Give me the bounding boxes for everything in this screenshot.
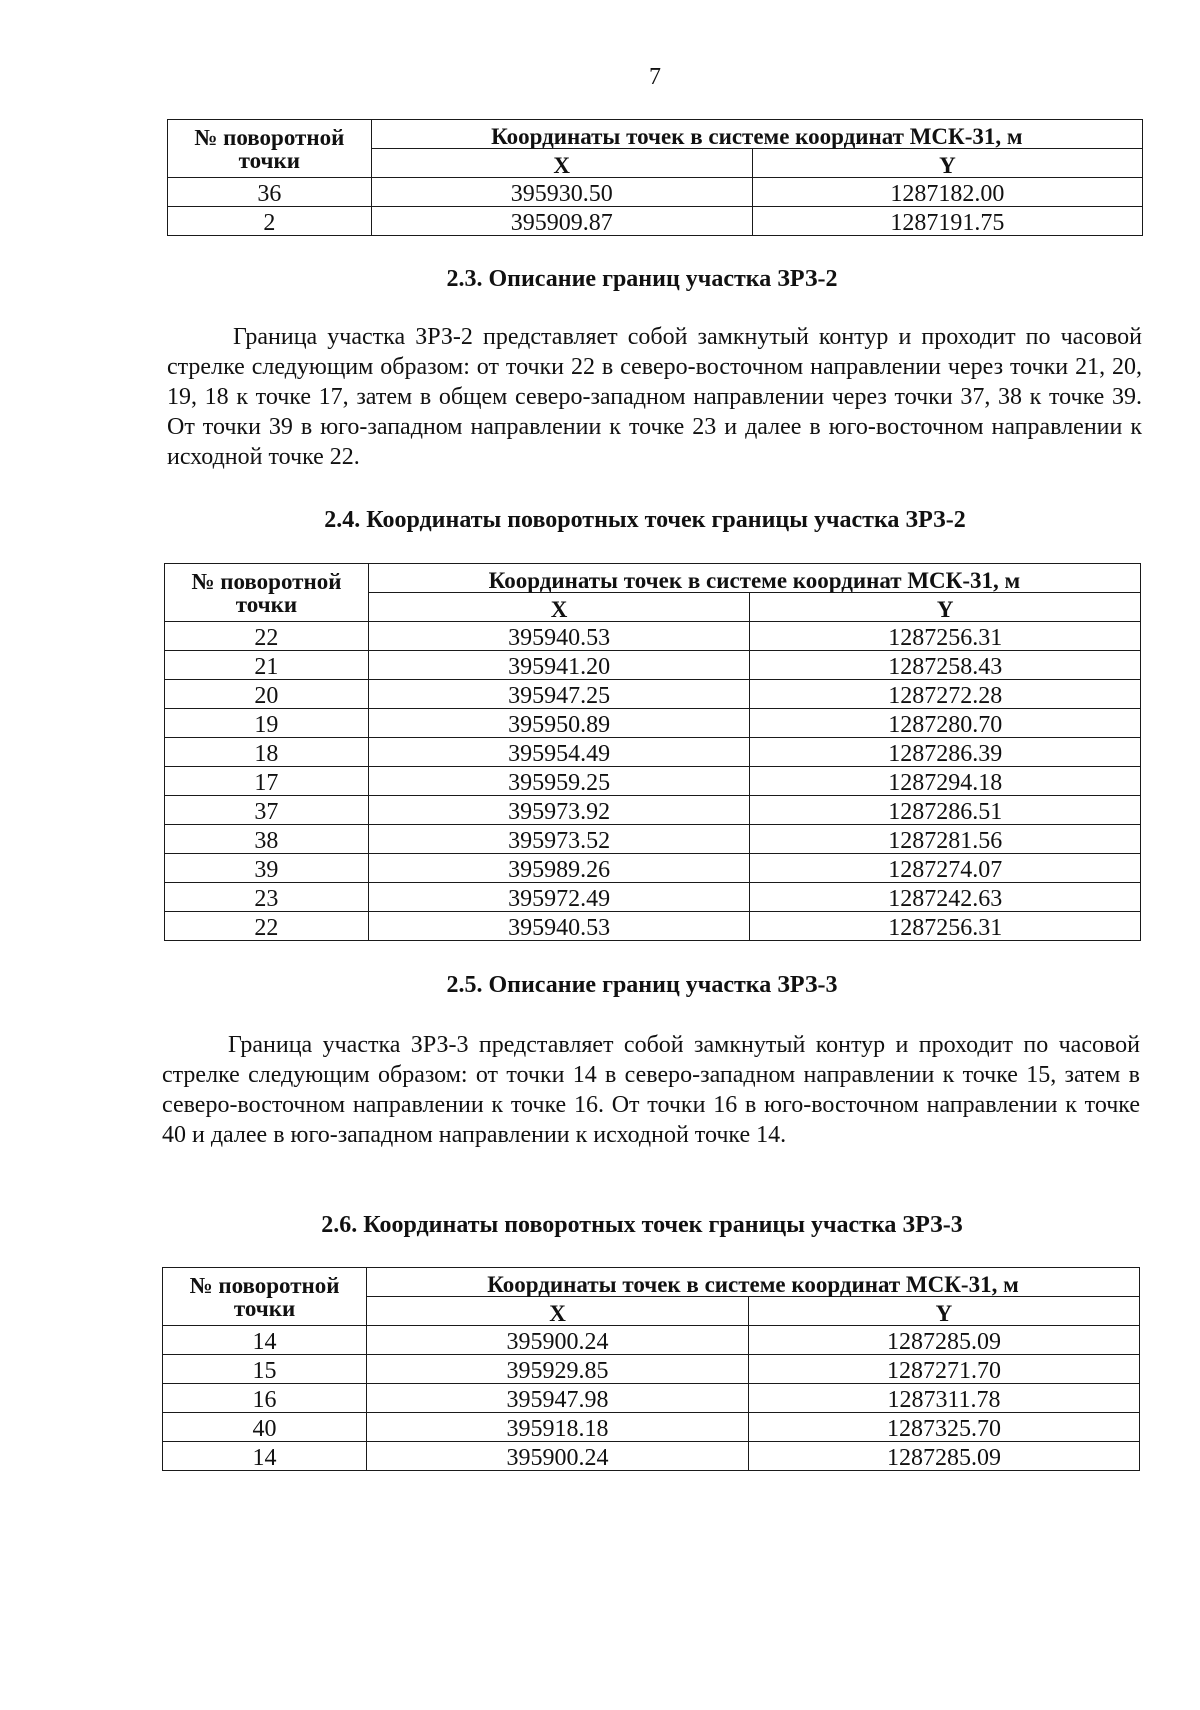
header-x: X xyxy=(371,149,752,178)
y-coordinate-cell: 1287285.09 xyxy=(748,1442,1139,1471)
point-number-cell: 18 xyxy=(165,738,369,767)
coordinates-table-continuation xyxy=(167,119,1143,236)
section-2-5-text: Граница участка ЗРЗ-3 представляет собой замкнутый контур и проходит по часовой стрелке следующим образом: от точки 14 в северо-западном направлении к точке 15, затем в северо-восточном направлении к точке 16. От точки 16 в юго-восточном направлении к точке 40 и далее в юго-западном направлении к исходной точке 14. xyxy=(162,1032,1140,1148)
point-number-cell: 20 xyxy=(165,680,369,709)
header-point-number: № поворотной точки xyxy=(163,1268,367,1326)
page-number: 7 xyxy=(649,64,661,90)
table-row xyxy=(168,207,1143,236)
point-number-cell: 22 xyxy=(165,622,369,651)
y-coordinate-cell: 1287256.31 xyxy=(750,622,1141,651)
header-coordinates: Координаты точек в системе координат МСК-31, м xyxy=(368,564,1140,593)
y-coordinate-cell: 1287274.07 xyxy=(750,854,1141,883)
x-coordinate-cell: 395940.53 xyxy=(368,912,750,941)
x-coordinate-cell: 395930.50 xyxy=(371,178,752,207)
y-coordinate-cell: 1287285.09 xyxy=(748,1326,1139,1355)
header-y: Y xyxy=(748,1297,1139,1326)
y-coordinate-cell: 1287281.56 xyxy=(750,825,1141,854)
x-coordinate-cell: 395941.20 xyxy=(368,651,750,680)
header-point-number: № поворотной точки xyxy=(165,564,369,622)
x-coordinate-cell: 395947.25 xyxy=(368,680,750,709)
point-number-cell: 36 xyxy=(168,178,372,207)
point-number-cell: 14 xyxy=(163,1326,367,1355)
x-coordinate-cell: 395940.53 xyxy=(368,622,750,651)
table-row xyxy=(163,1413,1140,1442)
table-row xyxy=(163,1384,1140,1413)
x-coordinate-cell: 395972.49 xyxy=(368,883,750,912)
table-row xyxy=(165,709,1141,738)
header-y: Y xyxy=(752,149,1142,178)
table-row xyxy=(163,1355,1140,1384)
y-coordinate-cell: 1287182.00 xyxy=(752,178,1142,207)
coordinates-table-zrz-3 xyxy=(162,1267,1140,1471)
table-row xyxy=(165,854,1141,883)
point-number-cell: 16 xyxy=(163,1384,367,1413)
coordinates-table-zrz-2 xyxy=(164,563,1141,941)
y-coordinate-cell: 1287191.75 xyxy=(752,207,1142,236)
section-2-3-text: Граница участка ЗРЗ-2 представляет собой замкнутый контур и проходит по часовой стрелке следующим образом: от точки 22 в северо-восточном направлении через точки 21, 20, 19, 18 к точке 17, затем в общем северо-западном направлении через точки 37, 38 к точке 39. От точки 39 в юго-западном направлении к точке 23 и далее в юго-восточном направлении к исходной точке 22. xyxy=(167,324,1142,470)
point-number-cell: 23 xyxy=(165,883,369,912)
table-row xyxy=(165,912,1141,941)
table-row xyxy=(165,738,1141,767)
y-coordinate-cell: 1287286.39 xyxy=(750,738,1141,767)
table-row xyxy=(163,1442,1140,1471)
y-coordinate-cell: 1287286.51 xyxy=(750,796,1141,825)
y-coordinate-cell: 1287242.63 xyxy=(750,883,1141,912)
x-coordinate-cell: 395973.52 xyxy=(368,825,750,854)
header-x: X xyxy=(367,1297,749,1326)
point-number-cell: 40 xyxy=(163,1413,367,1442)
header-y: Y xyxy=(750,593,1141,622)
y-coordinate-cell: 1287258.43 xyxy=(750,651,1141,680)
table-row xyxy=(165,767,1141,796)
point-number-cell: 38 xyxy=(165,825,369,854)
x-coordinate-cell: 395900.24 xyxy=(367,1326,749,1355)
x-coordinate-cell: 395973.92 xyxy=(368,796,750,825)
y-coordinate-cell: 1287311.78 xyxy=(748,1384,1139,1413)
y-coordinate-cell: 1287325.70 xyxy=(748,1413,1139,1442)
table-row xyxy=(165,825,1141,854)
table-row xyxy=(165,651,1141,680)
x-coordinate-cell: 395954.49 xyxy=(368,738,750,767)
point-number-cell: 22 xyxy=(165,912,369,941)
point-number-cell: 21 xyxy=(165,651,369,680)
point-number-cell: 14 xyxy=(163,1442,367,1471)
table-row xyxy=(168,178,1143,207)
table-row xyxy=(165,680,1141,709)
point-number-cell: 17 xyxy=(165,767,369,796)
y-coordinate-cell: 1287272.28 xyxy=(750,680,1141,709)
table-row xyxy=(165,796,1141,825)
point-number-cell: 15 xyxy=(163,1355,367,1384)
point-number-cell: 2 xyxy=(168,207,372,236)
header-coordinates: Координаты точек в системе координат МСК-31, м xyxy=(367,1268,1140,1297)
y-coordinate-cell: 1287256.31 xyxy=(750,912,1141,941)
header-x: X xyxy=(368,593,750,622)
x-coordinate-cell: 395950.89 xyxy=(368,709,750,738)
x-coordinate-cell: 395900.24 xyxy=(367,1442,749,1471)
x-coordinate-cell: 395989.26 xyxy=(368,854,750,883)
x-coordinate-cell: 395909.87 xyxy=(371,207,752,236)
point-number-cell: 19 xyxy=(165,709,369,738)
x-coordinate-cell: 395918.18 xyxy=(367,1413,749,1442)
table-row xyxy=(165,883,1141,912)
table-row xyxy=(165,622,1141,651)
table-row xyxy=(163,1326,1140,1355)
y-coordinate-cell: 1287294.18 xyxy=(750,767,1141,796)
x-coordinate-cell: 395959.25 xyxy=(368,767,750,796)
x-coordinate-cell: 395929.85 xyxy=(367,1355,749,1384)
point-number-cell: 37 xyxy=(165,796,369,825)
header-point-number: № поворотной точки xyxy=(168,120,372,178)
header-coordinates: Координаты точек в системе координат МСК-31, м xyxy=(371,120,1142,149)
y-coordinate-cell: 1287280.70 xyxy=(750,709,1141,738)
section-2-6-title: 2.6. Координаты поворотных точек границы участка ЗРЗ-3 xyxy=(321,1212,963,1238)
section-2-5-title: 2.5. Описание границ участка ЗРЗ-3 xyxy=(446,972,838,998)
section-2-3-title: 2.3. Описание границ участка ЗРЗ-2 xyxy=(446,266,838,292)
x-coordinate-cell: 395947.98 xyxy=(367,1384,749,1413)
y-coordinate-cell: 1287271.70 xyxy=(748,1355,1139,1384)
point-number-cell: 39 xyxy=(165,854,369,883)
section-2-4-title: 2.4. Координаты поворотных точек границы участка ЗРЗ-2 xyxy=(324,507,966,533)
